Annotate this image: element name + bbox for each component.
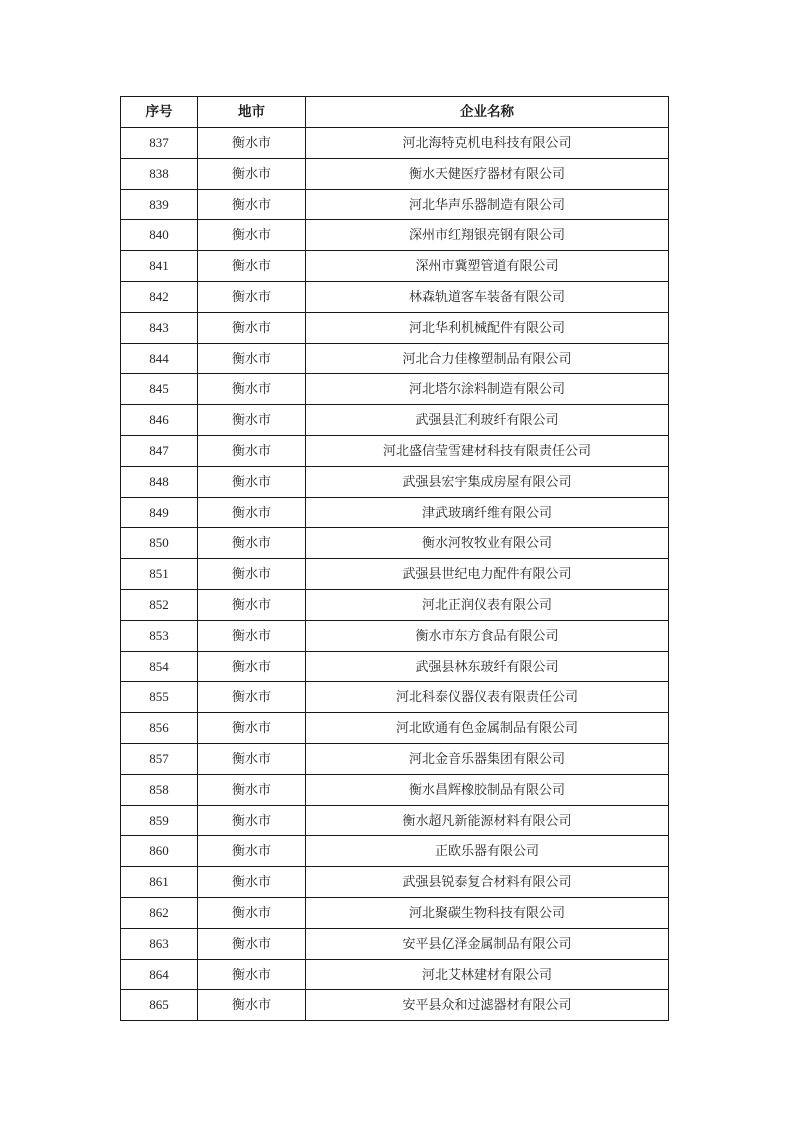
table-row bbox=[121, 405, 669, 436]
cell-serial-number: 842 bbox=[121, 281, 198, 312]
cell-city: 衡水市 bbox=[198, 158, 306, 189]
cell-company-name: 武强县宏宇集成房屋有限公司 bbox=[306, 466, 669, 497]
table-row bbox=[121, 251, 669, 282]
table-row bbox=[121, 281, 669, 312]
cell-company-name: 衡水河牧牧业有限公司 bbox=[306, 528, 669, 559]
cell-city: 衡水市 bbox=[198, 405, 306, 436]
cell-city: 衡水市 bbox=[198, 497, 306, 528]
cell-company-name: 河北聚碳生物科技有限公司 bbox=[306, 897, 669, 928]
table-row bbox=[121, 620, 669, 651]
cell-company-name: 河北盛信莹雪建材科技有限责任公司 bbox=[306, 435, 669, 466]
cell-company-name: 武强县锐泰复合材料有限公司 bbox=[306, 867, 669, 898]
cell-city: 衡水市 bbox=[198, 374, 306, 405]
cell-serial-number: 845 bbox=[121, 374, 198, 405]
table-row bbox=[121, 343, 669, 374]
table-row bbox=[121, 836, 669, 867]
cell-city: 衡水市 bbox=[198, 435, 306, 466]
header-company-name: 企业名称 bbox=[306, 97, 669, 128]
cell-city: 衡水市 bbox=[198, 312, 306, 343]
cell-city: 衡水市 bbox=[198, 620, 306, 651]
table-row bbox=[121, 220, 669, 251]
cell-serial-number: 856 bbox=[121, 713, 198, 744]
cell-serial-number: 862 bbox=[121, 897, 198, 928]
header-serial-number: 序号 bbox=[121, 97, 198, 128]
table-row bbox=[121, 374, 669, 405]
cell-serial-number: 863 bbox=[121, 928, 198, 959]
cell-serial-number: 859 bbox=[121, 805, 198, 836]
table-row bbox=[121, 466, 669, 497]
cell-company-name: 武强县林东玻纤有限公司 bbox=[306, 651, 669, 682]
cell-company-name: 河北合力佳橡塑制品有限公司 bbox=[306, 343, 669, 374]
cell-city: 衡水市 bbox=[198, 128, 306, 159]
table-row bbox=[121, 559, 669, 590]
table-row bbox=[121, 774, 669, 805]
cell-company-name: 武强县世纪电力配件有限公司 bbox=[306, 559, 669, 590]
cell-city: 衡水市 bbox=[198, 897, 306, 928]
cell-serial-number: 846 bbox=[121, 405, 198, 436]
cell-company-name: 河北金音乐器集团有限公司 bbox=[306, 743, 669, 774]
cell-company-name: 衡水超凡新能源材料有限公司 bbox=[306, 805, 669, 836]
cell-serial-number: 857 bbox=[121, 743, 198, 774]
cell-company-name: 深州市冀塑管道有限公司 bbox=[306, 251, 669, 282]
table-row bbox=[121, 158, 669, 189]
table-row bbox=[121, 128, 669, 159]
cell-serial-number: 854 bbox=[121, 651, 198, 682]
table-row bbox=[121, 528, 669, 559]
cell-company-name: 河北科泰仪器仪表有限责任公司 bbox=[306, 682, 669, 713]
cell-city: 衡水市 bbox=[198, 805, 306, 836]
cell-serial-number: 849 bbox=[121, 497, 198, 528]
cell-city: 衡水市 bbox=[198, 343, 306, 374]
table-header bbox=[121, 97, 669, 128]
cell-company-name: 河北欧通有色金属制品有限公司 bbox=[306, 713, 669, 744]
cell-serial-number: 851 bbox=[121, 559, 198, 590]
table-row bbox=[121, 651, 669, 682]
cell-serial-number: 840 bbox=[121, 220, 198, 251]
cell-serial-number: 861 bbox=[121, 867, 198, 898]
cell-city: 衡水市 bbox=[198, 682, 306, 713]
cell-city: 衡水市 bbox=[198, 743, 306, 774]
cell-company-name: 河北塔尔涂料制造有限公司 bbox=[306, 374, 669, 405]
cell-city: 衡水市 bbox=[198, 528, 306, 559]
table-row bbox=[121, 867, 669, 898]
cell-city: 衡水市 bbox=[198, 651, 306, 682]
table-row bbox=[121, 805, 669, 836]
cell-city: 衡水市 bbox=[198, 774, 306, 805]
cell-serial-number: 853 bbox=[121, 620, 198, 651]
cell-company-name: 正欧乐器有限公司 bbox=[306, 836, 669, 867]
company-list-table bbox=[120, 96, 669, 1021]
cell-city: 衡水市 bbox=[198, 281, 306, 312]
cell-serial-number: 847 bbox=[121, 435, 198, 466]
cell-serial-number: 860 bbox=[121, 836, 198, 867]
cell-city: 衡水市 bbox=[198, 867, 306, 898]
table-row bbox=[121, 497, 669, 528]
cell-city: 衡水市 bbox=[198, 928, 306, 959]
cell-company-name: 衡水市东方食品有限公司 bbox=[306, 620, 669, 651]
cell-city: 衡水市 bbox=[198, 189, 306, 220]
cell-serial-number: 850 bbox=[121, 528, 198, 559]
table-row bbox=[121, 743, 669, 774]
table-row bbox=[121, 959, 669, 990]
cell-serial-number: 864 bbox=[121, 959, 198, 990]
cell-company-name: 安平县众和过滤器材有限公司 bbox=[306, 990, 669, 1021]
cell-city: 衡水市 bbox=[198, 836, 306, 867]
table-row bbox=[121, 435, 669, 466]
cell-serial-number: 855 bbox=[121, 682, 198, 713]
cell-city: 衡水市 bbox=[198, 990, 306, 1021]
cell-company-name: 衡水天健医疗器材有限公司 bbox=[306, 158, 669, 189]
cell-serial-number: 844 bbox=[121, 343, 198, 374]
cell-serial-number: 852 bbox=[121, 589, 198, 620]
cell-city: 衡水市 bbox=[198, 466, 306, 497]
cell-serial-number: 848 bbox=[121, 466, 198, 497]
table-row bbox=[121, 682, 669, 713]
table-row bbox=[121, 928, 669, 959]
cell-company-name: 安平县亿泽金属制品有限公司 bbox=[306, 928, 669, 959]
cell-serial-number: 841 bbox=[121, 251, 198, 282]
cell-city: 衡水市 bbox=[198, 251, 306, 282]
cell-serial-number: 858 bbox=[121, 774, 198, 805]
cell-company-name: 林森轨道客车装备有限公司 bbox=[306, 281, 669, 312]
cell-city: 衡水市 bbox=[198, 220, 306, 251]
cell-company-name: 深州市红翔银亮钢有限公司 bbox=[306, 220, 669, 251]
table-body bbox=[121, 128, 669, 1021]
cell-company-name: 河北海特克机电科技有限公司 bbox=[306, 128, 669, 159]
cell-company-name: 河北华声乐器制造有限公司 bbox=[306, 189, 669, 220]
cell-city: 衡水市 bbox=[198, 713, 306, 744]
cell-city: 衡水市 bbox=[198, 959, 306, 990]
table-row bbox=[121, 897, 669, 928]
table-row bbox=[121, 312, 669, 343]
table-row bbox=[121, 589, 669, 620]
table-row bbox=[121, 713, 669, 744]
cell-company-name: 津武玻璃纤维有限公司 bbox=[306, 497, 669, 528]
cell-serial-number: 838 bbox=[121, 158, 198, 189]
cell-company-name: 河北华利机械配件有限公司 bbox=[306, 312, 669, 343]
header-city: 地市 bbox=[198, 97, 306, 128]
cell-city: 衡水市 bbox=[198, 589, 306, 620]
table-header-row bbox=[121, 97, 669, 128]
cell-city: 衡水市 bbox=[198, 559, 306, 590]
cell-company-name: 河北正润仪表有限公司 bbox=[306, 589, 669, 620]
table-row bbox=[121, 990, 669, 1021]
cell-serial-number: 839 bbox=[121, 189, 198, 220]
cell-serial-number: 865 bbox=[121, 990, 198, 1021]
cell-company-name: 武强县汇利玻纤有限公司 bbox=[306, 405, 669, 436]
cell-company-name: 衡水昌辉橡胶制品有限公司 bbox=[306, 774, 669, 805]
cell-serial-number: 837 bbox=[121, 128, 198, 159]
cell-serial-number: 843 bbox=[121, 312, 198, 343]
table-row bbox=[121, 189, 669, 220]
cell-company-name: 河北艾林建材有限公司 bbox=[306, 959, 669, 990]
